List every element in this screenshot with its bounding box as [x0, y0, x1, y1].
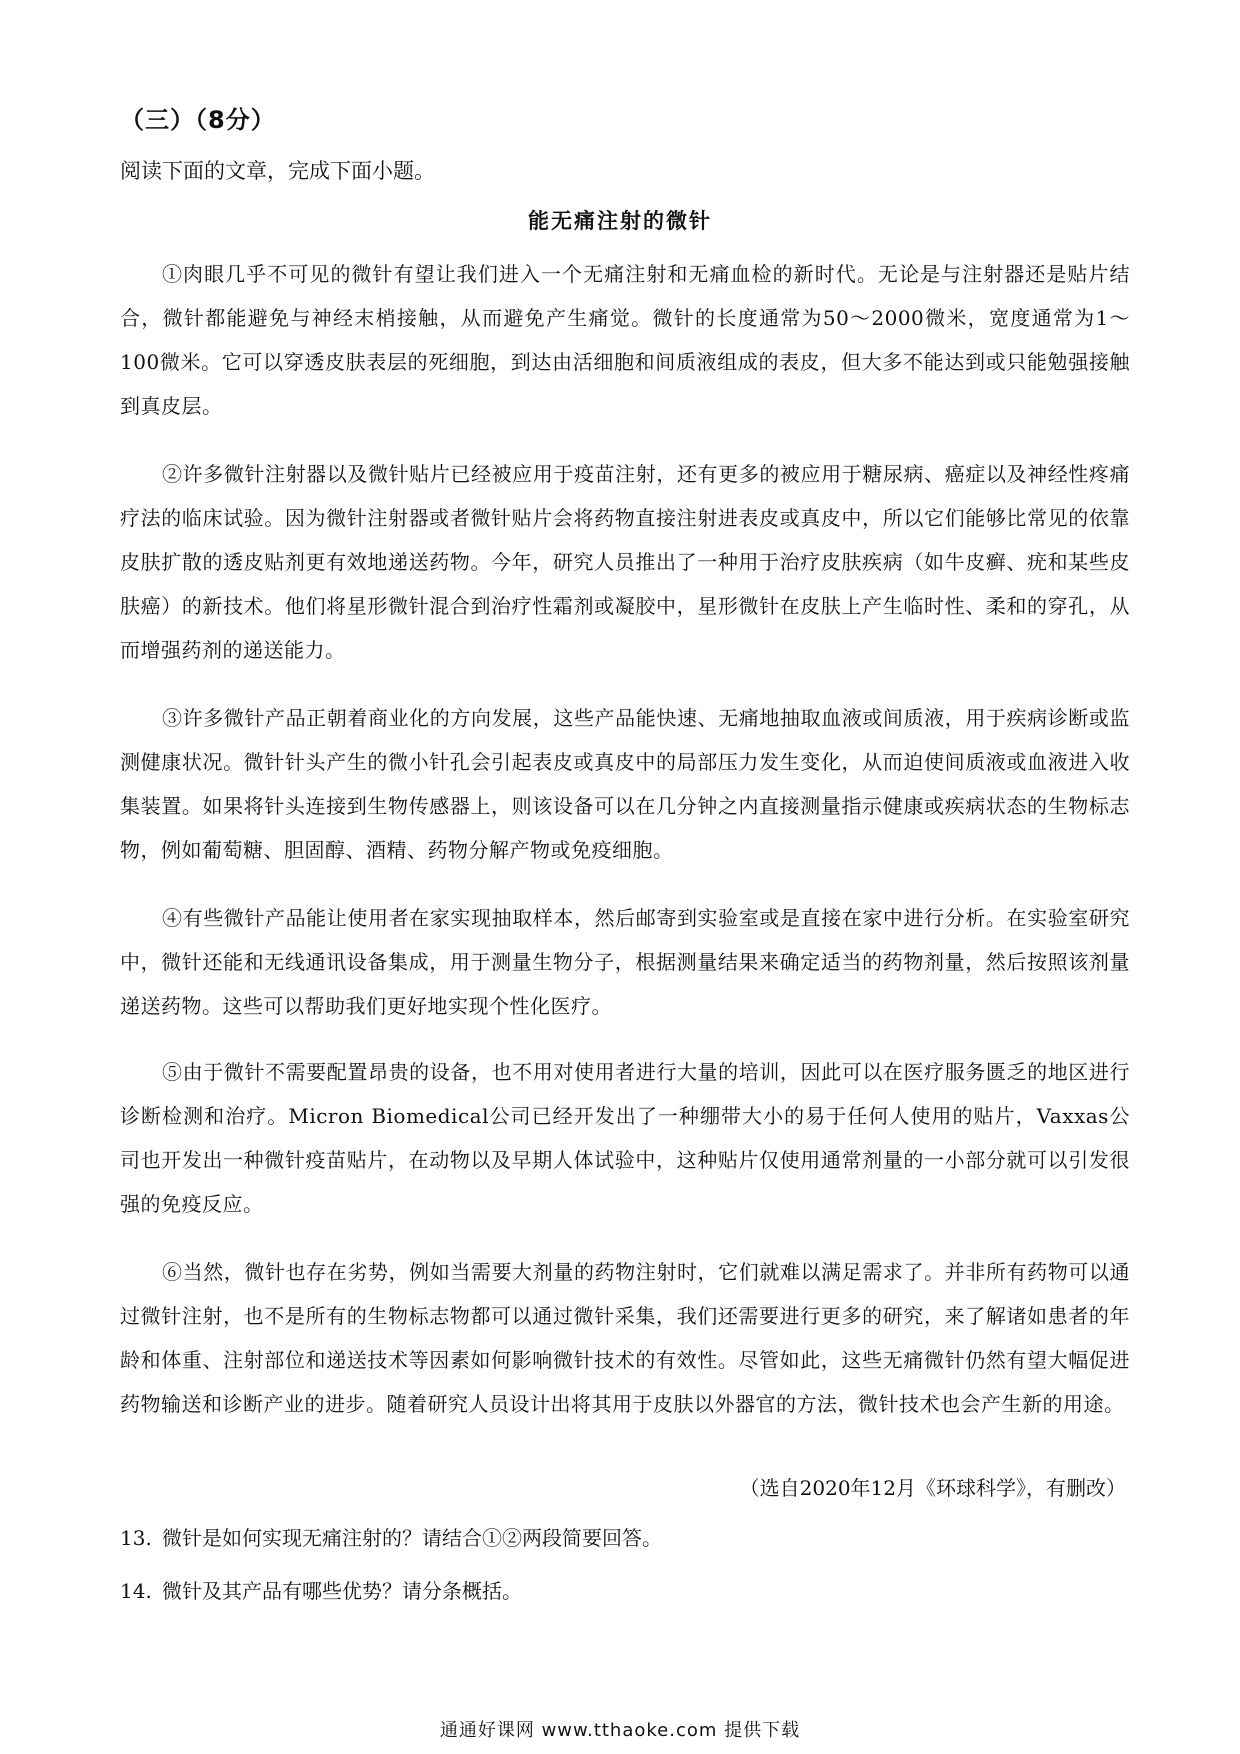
article-paragraph-6: ⑥当然，微针也存在劣势，例如当需要大剂量的药物注射时，它们就难以满足需求了。并非所有药物可以通过微针注射，也不是所有的生物标志物都可以通过微针采集，我们还需要进行更多的研究，来了解诸如患者的年龄和体重、注射部位和递送技术等因素如何影响微针技术的有效性。尽管如此，这些无痛微针仍然有望大幅促进药物输送和诊断产业的进步。随着研究人员设计出将其用于皮肤以外器官的方法，微针技术也会产生新的用途。: [120, 1260, 1130, 1416]
question-text: 微针是如何实现无痛注射的？请结合①②两段简要回答。: [162, 1526, 662, 1550]
question-13: [120, 1522, 662, 1551]
article-paragraph-4: ④有些微针产品能让使用者在家实现抽取样本，然后邮寄到实验室或是直接在家中进行分析。在实验室研究中，微针还能和无线通讯设备集成，用于测量生物分子，根据测量结果来确定适当的药物剂量，然后按照该剂量递送药物。这些可以帮助我们更好地实现个性化医疗。: [120, 906, 1130, 1018]
article-paragraph-1: ①肉眼几乎不可见的微针有望让我们进入一个无痛注射和无痛血检的新时代。无论是与注射器还是贴片结合，微针都能避免与神经末梢接触，从而避免产生痛觉。微针的长度通常为50～2000微米，宽度通常为1～100微米。它可以穿透皮肤表层的死细胞，到达由活细胞和间质液组成的表皮，但大多不能达到或只能勉强接触到真皮层。: [120, 262, 1130, 418]
question-number: 13.: [120, 1526, 152, 1550]
section-heading: （三）（8分）: [120, 106, 276, 134]
reading-instruction: 阅读下面的文章，完成下面小题。: [120, 159, 435, 183]
question-text: 微针及其产品有哪些优势？请分条概括。: [162, 1579, 522, 1603]
article-paragraph-5: ⑤由于微针不需要配置昂贵的设备，也不用对使用者进行大量的培训，因此可以在医疗服务匮乏的地区进行诊断检测和治疗。Micron Biomedical公司已经开发出了一种绷带大小的易于任何人使用的贴片，Vaxxas公司也开发出一种微针疫苗贴片，在动物以及早期人体试验中，这种贴片仅使用通常剂量的一小部分就可以引发很强的免疫反应。: [120, 1060, 1130, 1216]
article-paragraph-3: ③许多微针产品正朝着商业化的方向发展，这些产品能快速、无痛地抽取血液或间质液，用于疾病诊断或监测健康状况。微针针头产生的微小针孔会引起表皮或真皮中的局部压力发生变化，从而迫使间质液或血液进入收集装置。如果将针头连接到生物传感器上，则该设备可以在几分钟之内直接测量指示健康或疾病状态的生物标志物，例如葡萄糖、胆固醇、酒精、药物分解产物或免疫细胞。: [120, 706, 1130, 862]
question-14: [120, 1575, 522, 1604]
article-paragraph-2: ②许多微针注射器以及微针贴片已经被应用于疫苗注射，还有更多的被应用于糖尿病、癌症以及神经性疼痛疗法的临床试验。因为微针注射器或者微针贴片会将药物直接注射进表皮或真皮中，所以它们能够比常见的依靠皮肤扩散的透皮贴剂更有效地递送药物。今年，研究人员推出了一种用于治疗皮肤疾病（如牛皮癣、疣和某些皮肤癌）的新技术。他们将星形微针混合到治疗性霜剂或凝胶中，星形微针在皮肤上产生临时性、柔和的穿孔，从而增强药剂的递送能力。: [120, 462, 1130, 662]
question-number: 14.: [120, 1579, 152, 1603]
article-title: 能无痛注射的微针: [528, 208, 712, 233]
article-source: （选自2020年12月《环球科学》，有删改）: [739, 1476, 1126, 1500]
page-footer: 通通好课网 www.tthaoke.com 提供下载: [439, 1720, 801, 1741]
